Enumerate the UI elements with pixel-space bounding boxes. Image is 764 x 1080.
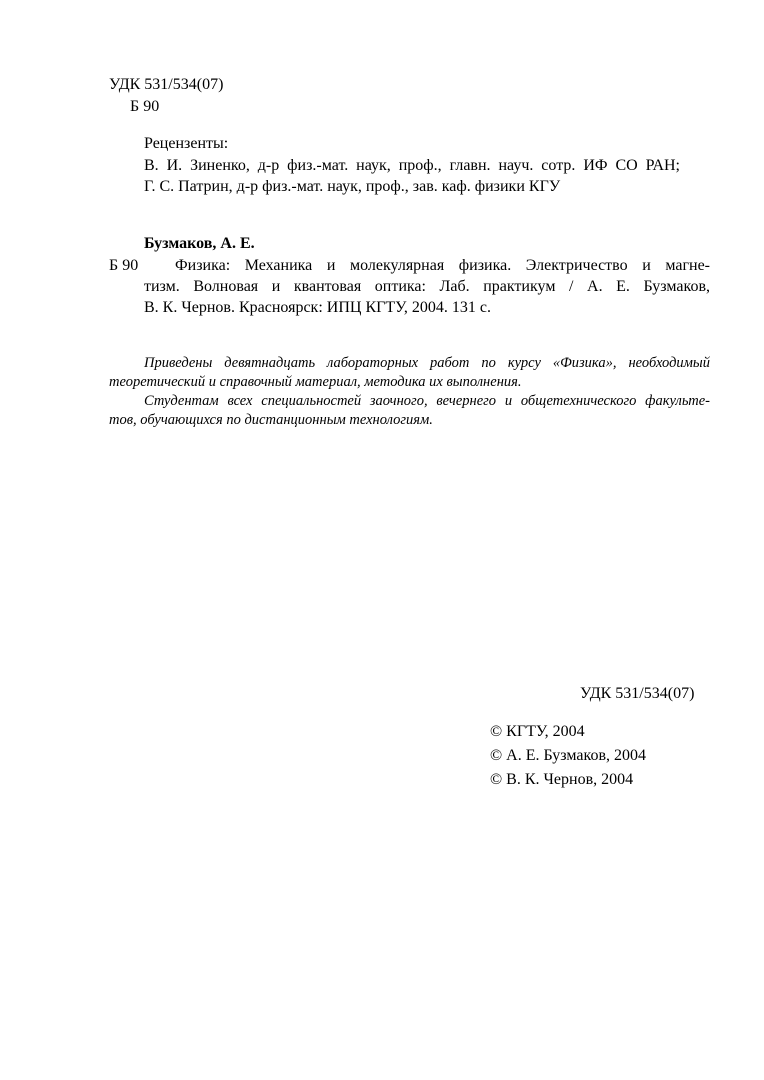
udk-code-bottom: УДК 531/534(07) — [580, 685, 695, 702]
entry-line-2: тизм. Волновая и квантовая оптика: Лаб. практикум / А. Е. Бузмаков, — [144, 278, 710, 295]
reviewer-line-1: В. И. Зиненко, д-р физ.-мат. наук, проф., главн. науч. сотр. ИФ СО РАН; — [144, 157, 680, 174]
entry-code: Б 90 — [109, 257, 139, 274]
copyright-line-2: © А. Е. Бузмаков, 2004 — [490, 747, 646, 764]
abstract-line-1: Приведены девятнадцать лабораторных работ по курсу «Физика», необходимый — [144, 355, 710, 371]
abstract-line-3: Студентам всех специальностей заочного, вечернего и общетехнического факульте- — [144, 393, 710, 409]
abstract-line-4: тов, обучающихся по дистанционным технологиям. — [109, 412, 433, 428]
reviewer-line-2: Г. С. Патрин, д-р физ.-мат. наук, проф., зав. каф. физики КГУ — [144, 178, 561, 195]
entry-line-1: Физика: Механика и молекулярная физика. Электричество и магне- — [175, 257, 710, 274]
copyright-line-1: © КГТУ, 2004 — [490, 723, 585, 740]
udk-code-top: УДК 531/534(07) — [109, 76, 224, 93]
abstract-line-2: теоретический и справочный материал, методика их выполнения. — [109, 374, 522, 390]
bbk-code-top: Б 90 — [130, 98, 160, 115]
reviewers-heading: Рецензенты: — [144, 135, 229, 152]
entry-author: Бузмаков, А. Е. — [144, 235, 255, 252]
entry-line-3: В. К. Чернов. Красноярск: ИПЦ КГТУ, 2004. 131 с. — [144, 299, 491, 316]
copyright-line-3: © В. К. Чернов, 2004 — [490, 771, 634, 788]
